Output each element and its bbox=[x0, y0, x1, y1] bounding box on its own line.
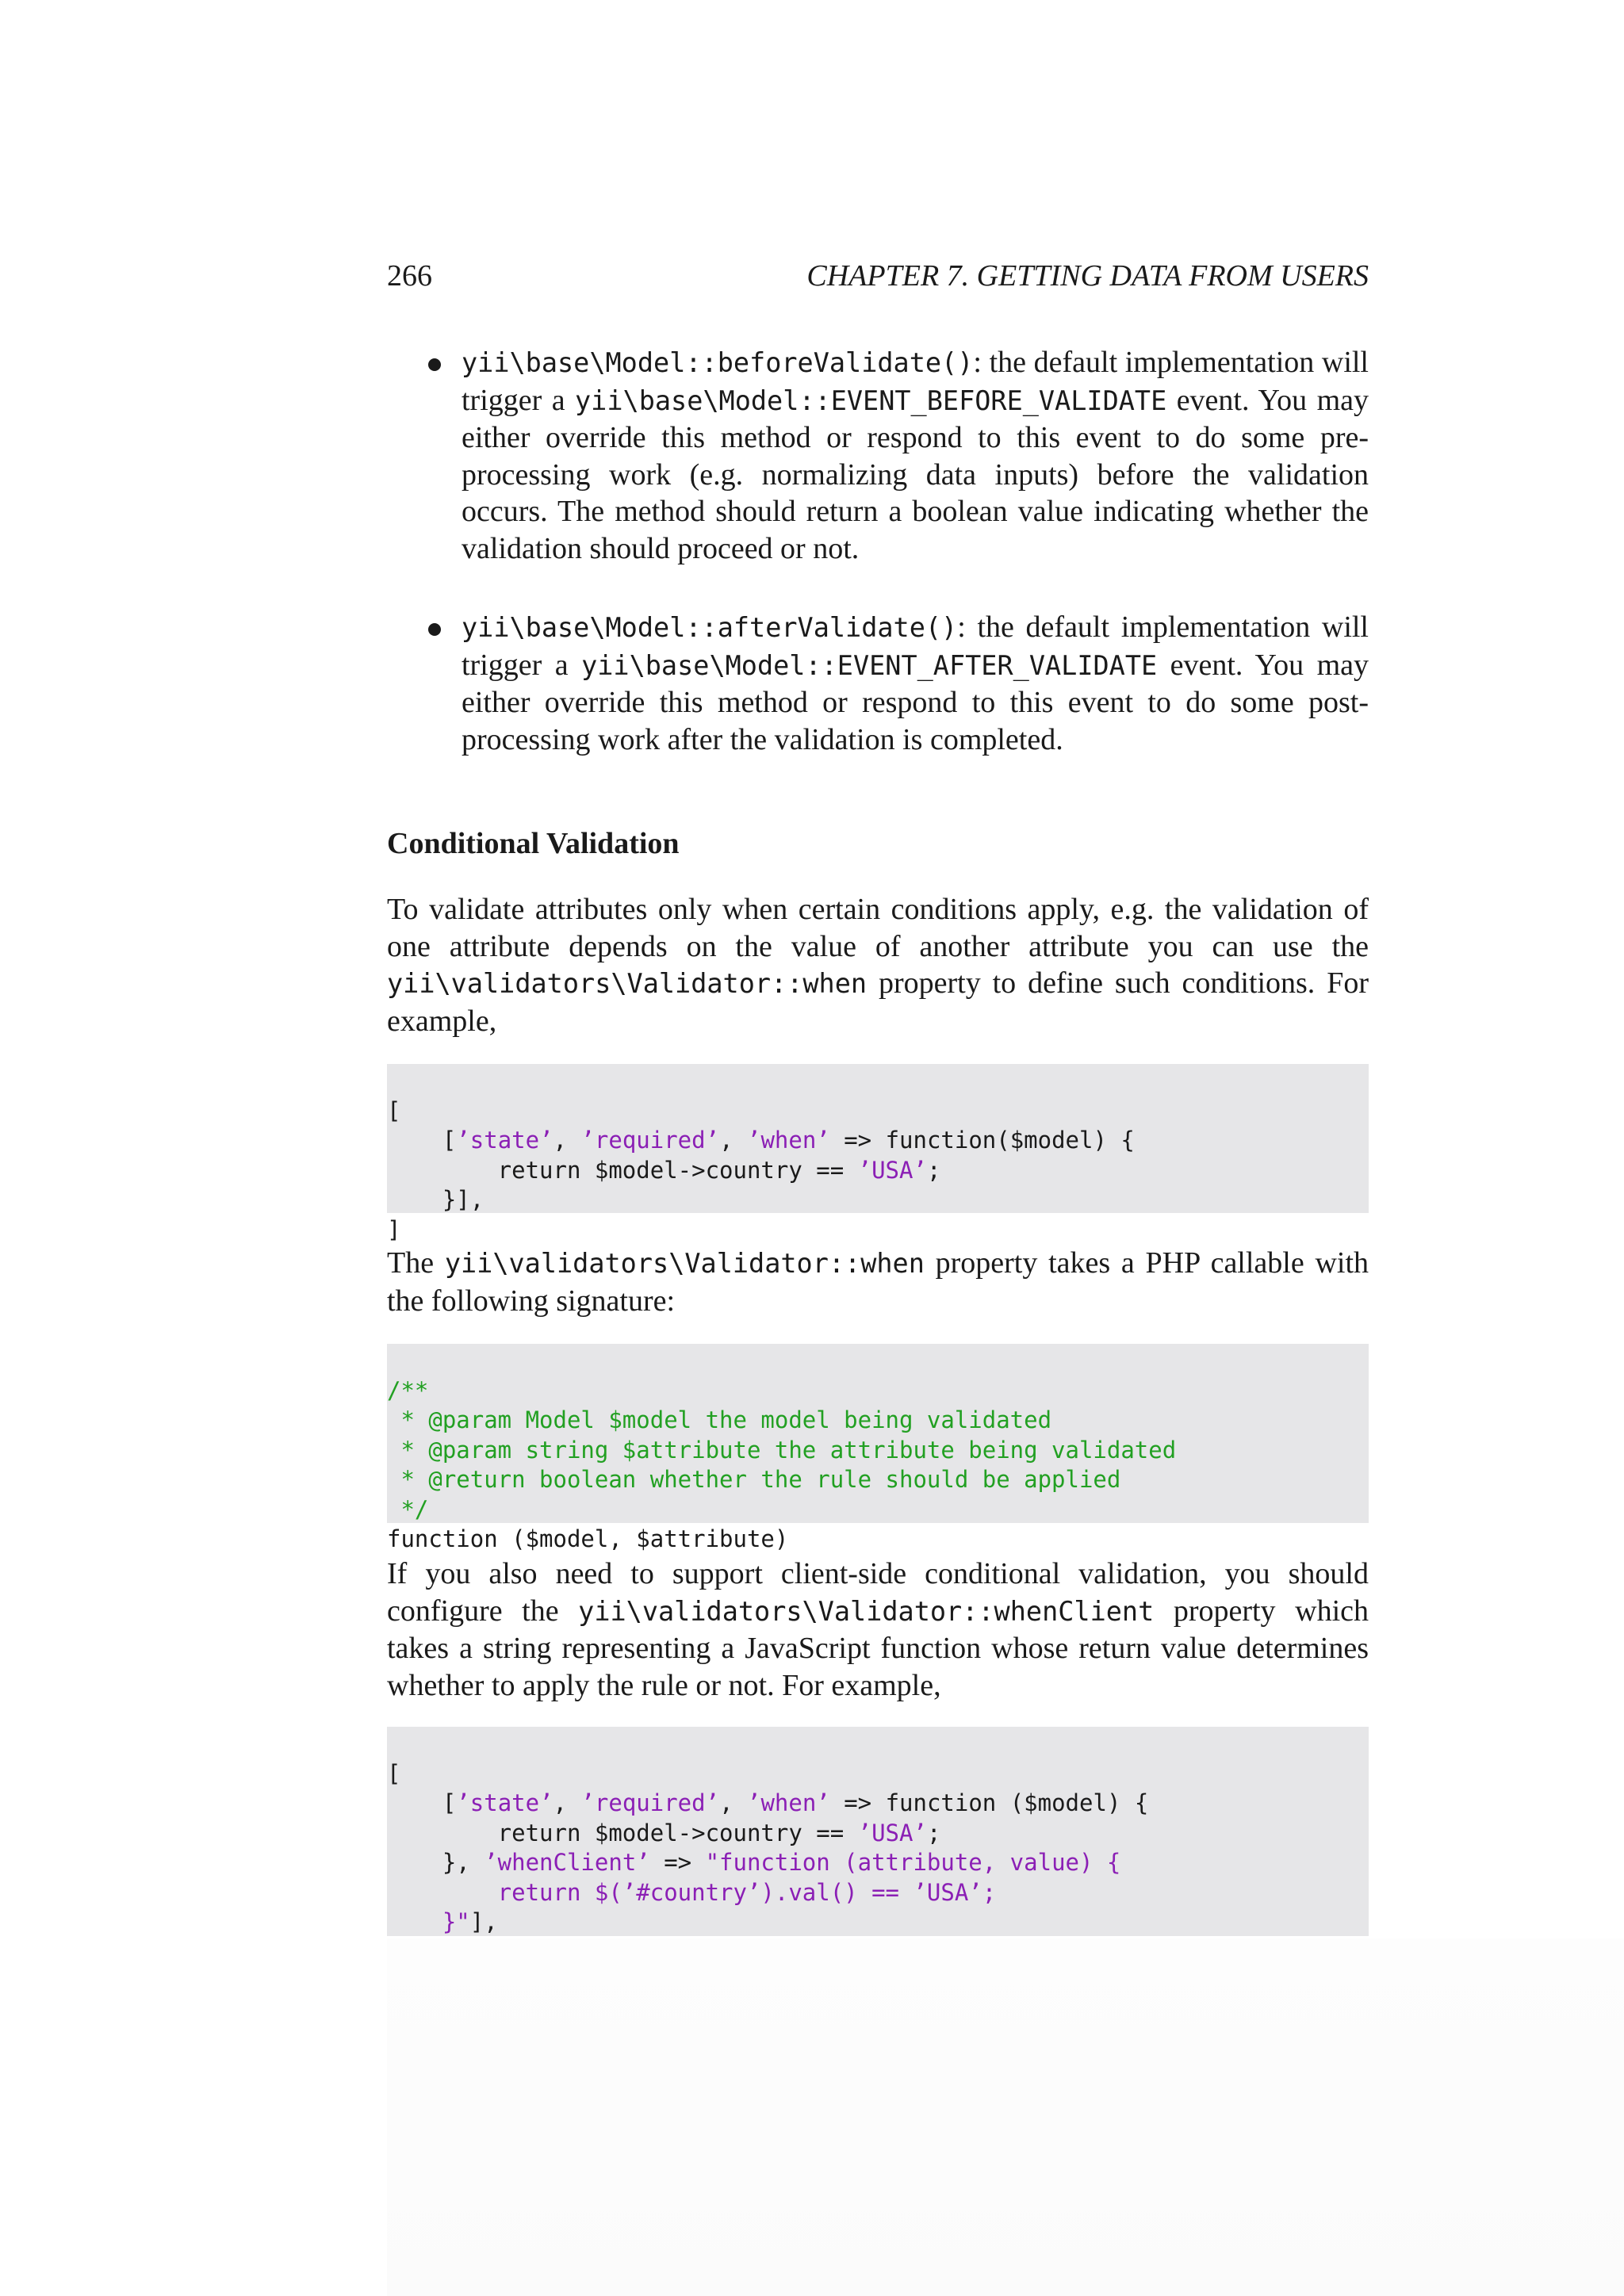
inline-code: yii\base\Model::beforeValidate() bbox=[462, 347, 974, 378]
code-comment-line: */ bbox=[387, 1495, 429, 1523]
code-line: }, ’whenClient’ => "function (attribute, value) { bbox=[387, 1849, 1121, 1876]
inline-code: yii\base\Model::afterValidate() bbox=[462, 612, 958, 643]
code-line: return $model->country == ’USA’; bbox=[387, 1156, 941, 1184]
bullet-icon bbox=[428, 623, 441, 636]
inline-code: yii\validators\Validator::whenClient bbox=[578, 1595, 1155, 1627]
paragraph-when-client: If you also need to support client-side conditional validation, you should configure the yii\validators\Validator::whenClient property which takes a string representing a JavaScript function whose return value determines whether to apply the rule or not. For example, bbox=[387, 1557, 1369, 1702]
inline-code: yii\base\Model::EVENT_BEFORE_VALIDATE bbox=[575, 385, 1167, 416]
code-line: }], bbox=[387, 1186, 485, 1213]
page-header bbox=[387, 258, 1369, 298]
chapter-title: CHAPTER 7. GETTING DATA FROM USERS bbox=[806, 259, 1369, 293]
code-line: ] bbox=[387, 1215, 401, 1243]
code-line: [ bbox=[387, 1759, 401, 1787]
inline-code: yii\base\Model::EVENT_AFTER_VALIDATE bbox=[581, 649, 1158, 681]
code-line: [’state’, ’required’, ’when’ => function($model) { bbox=[387, 1127, 1135, 1154]
paragraph-conditional-intro: To validate attributes only when certain conditions apply, e.g. the validation of one attribute depends on the value of another attribute you can use the yii\validators\Validator::when property to define such conditions. For example, bbox=[387, 893, 1369, 1038]
code-block-when-client bbox=[387, 1727, 1369, 1936]
bullet-after-validate: yii\base\Model::afterValidate(): the default implementation will trigger a yii\base\Model::EVENT_AFTER_VALIDATE event. You may either override this method or respond to this event to do some post-processing work after the validation is completed. bbox=[462, 610, 1369, 756]
code-comment-line: * @param string $attribute the attribute being validated bbox=[387, 1436, 1177, 1464]
code-line: return $(’#country’).val() == ’USA’; bbox=[387, 1878, 997, 1906]
page-bottom-shade bbox=[387, 1938, 1624, 2296]
inline-code: yii\validators\Validator::when bbox=[444, 1248, 925, 1279]
page-number: 266 bbox=[387, 259, 432, 293]
code-comment-line: /** bbox=[387, 1376, 429, 1404]
code-block-when bbox=[387, 1064, 1369, 1243]
inline-code: yii\validators\Validator::when bbox=[387, 968, 868, 999]
code-block-signature bbox=[387, 1344, 1369, 1552]
paragraph-when-signature: The yii\validators\Validator::when property takes a PHP callable with the following signature: bbox=[387, 1246, 1369, 1318]
code-comment-line: * @return boolean whether the rule should be applied bbox=[387, 1466, 1121, 1493]
code-line: }"], bbox=[387, 1908, 498, 1935]
code-line: [’state’, ’required’, ’when’ => function ($model) { bbox=[387, 1789, 1149, 1816]
code-line: function ($model, $attribute) bbox=[387, 1525, 789, 1552]
bullet-before-validate: yii\base\Model::beforeValidate(): the default implementation will trigger a yii\base\Model::EVENT_BEFORE_VALIDATE event. You may either override this method or respond to this event to do some pre-processing work (e.g. normalizing data inputs) before the validation occurs. The method should return a boolean value indicating whether the validation should proceed or not. bbox=[462, 346, 1369, 565]
code-line: [ bbox=[387, 1096, 401, 1124]
code-line: return $model->country == ’USA’; bbox=[387, 1819, 941, 1846]
bullet-icon bbox=[428, 358, 441, 371]
section-heading: Conditional Validation bbox=[387, 827, 680, 860]
code-comment-line: * @param Model $model the model being validated bbox=[387, 1406, 1052, 1433]
